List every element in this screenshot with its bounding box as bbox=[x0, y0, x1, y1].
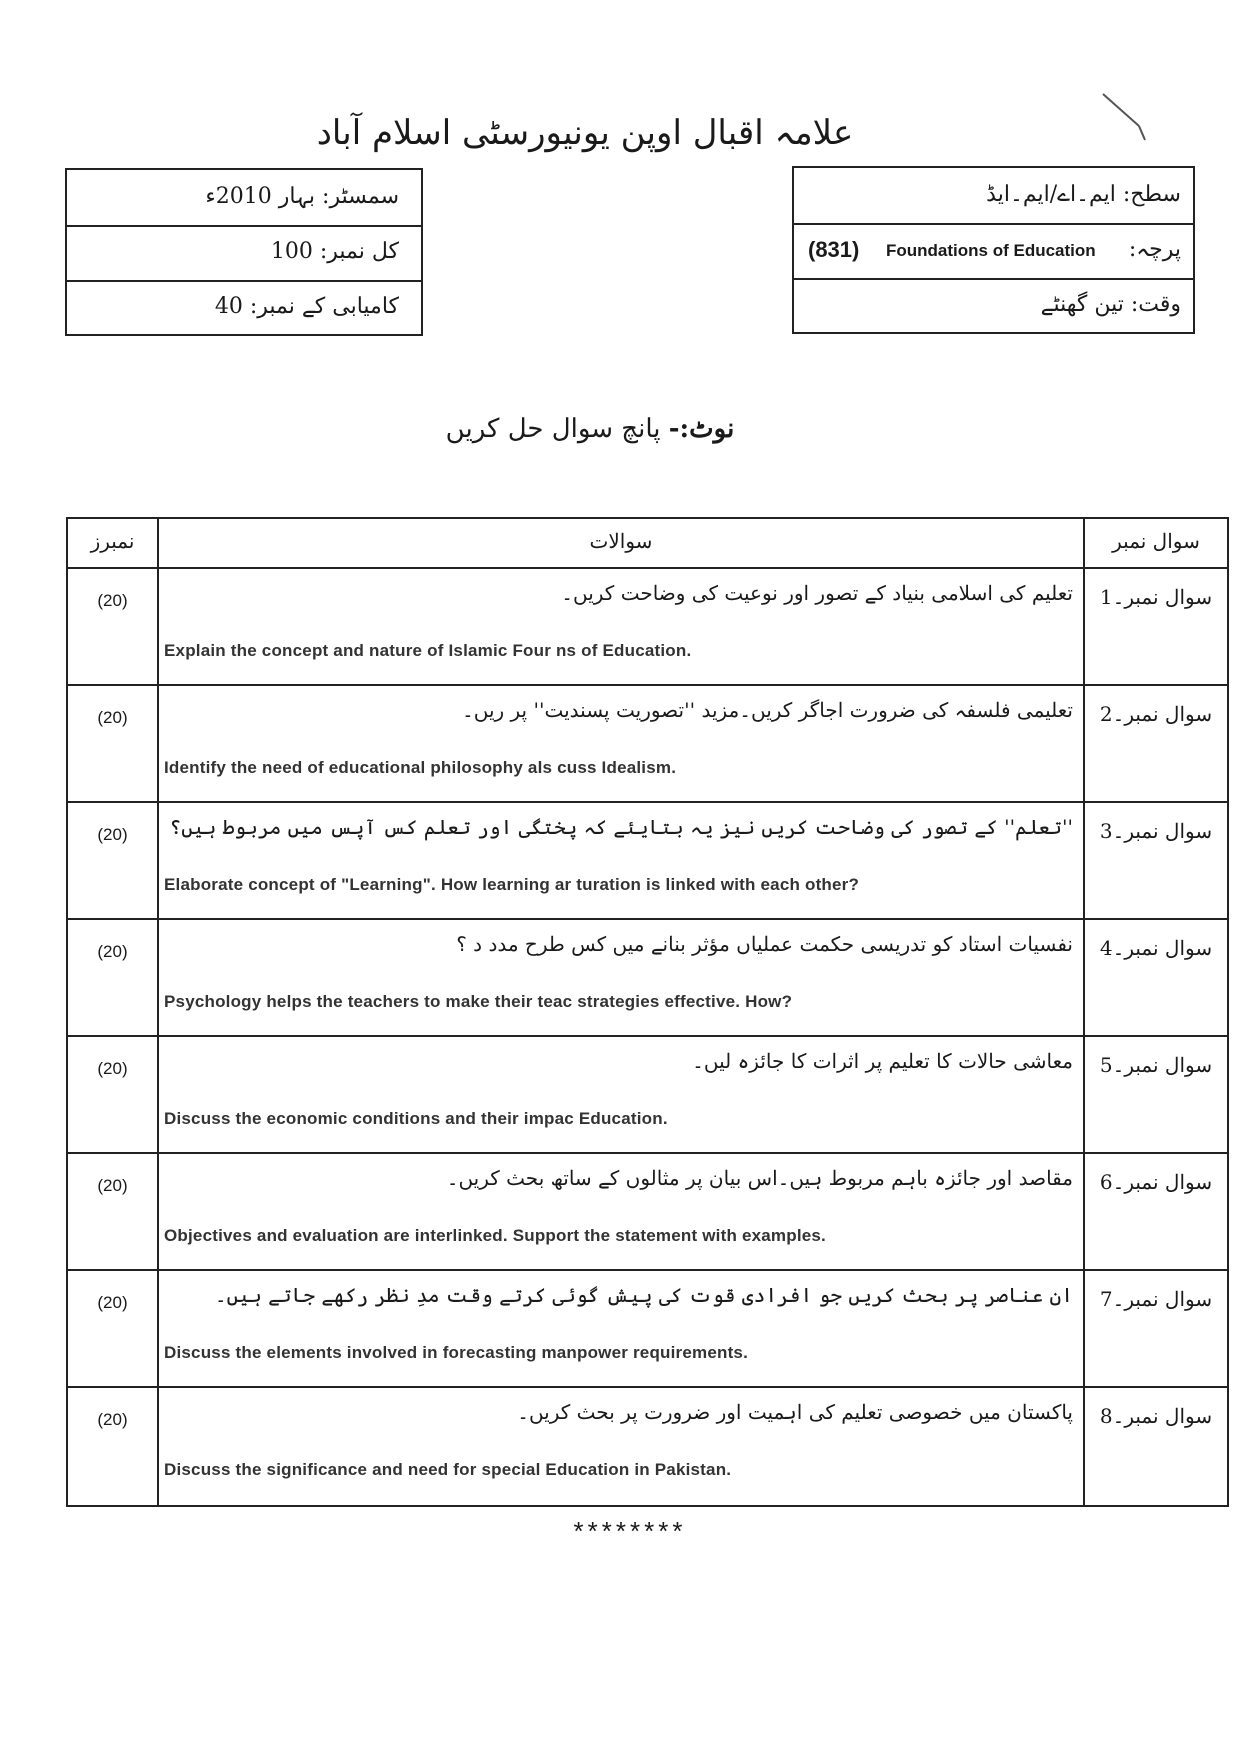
questions-header: سوالات bbox=[589, 529, 653, 553]
table-row bbox=[68, 686, 1227, 803]
question-marks: (20) bbox=[97, 825, 128, 844]
table-row bbox=[68, 569, 1227, 686]
question-urdu: تعلیم کی اسلامی بنیاد کے تصور اور نوعیت کی وضاحت کریں۔ bbox=[561, 581, 1073, 605]
total-marks-row bbox=[67, 227, 421, 282]
level-row bbox=[794, 168, 1193, 225]
question-marks: (20) bbox=[97, 942, 128, 961]
instruction-note bbox=[420, 414, 760, 444]
pen-mark-icon bbox=[1095, 88, 1155, 148]
question-marks: (20) bbox=[97, 1293, 128, 1312]
paper-label: پرچہ: bbox=[1128, 237, 1181, 262]
question-english: Elaborate concept of "Learning". How learning ar turation is linked with each other? bbox=[164, 875, 860, 894]
question-marks: (20) bbox=[97, 591, 128, 610]
question-number: سوال نمبر۔8 bbox=[1099, 1404, 1213, 1428]
note-text: پانچ سوال حل کریں bbox=[445, 414, 661, 444]
table-row bbox=[68, 803, 1227, 920]
question-number: سوال نمبر۔3 bbox=[1099, 819, 1213, 843]
question-urdu: نفسیات استاد کو تدریسی حکمت عملیاں مؤثر بنانے میں کس طرح مدد د ؟ bbox=[456, 932, 1073, 956]
column-divider bbox=[157, 1154, 159, 1269]
question-urdu: ان عناصر پر بحث کریں جو افرادی قوت کی پیش گوئی کرتے وقت مدِ نظر رکھے جاتے ہیں۔ bbox=[214, 1283, 1073, 1307]
question-number: سوال نمبر۔7 bbox=[1099, 1287, 1213, 1311]
question-urdu: ''تعلم'' کے تصور کی وضاحت کریں نیز یہ بتایئے کہ پختگی اور تعلم کس آپس میں مربوط ہیں؟ bbox=[169, 815, 1073, 839]
question-marks: (20) bbox=[97, 1410, 128, 1429]
question-english: Discuss the elements involved in forecasting manpower requirements. bbox=[164, 1343, 749, 1362]
table-row bbox=[68, 920, 1227, 1037]
question-english: Identify the need of educational philosophy als cuss Idealism. bbox=[164, 758, 677, 777]
number-header: سوال نمبر bbox=[1112, 529, 1200, 553]
question-number: سوال نمبر۔2 bbox=[1099, 702, 1213, 726]
question-marks: (20) bbox=[97, 708, 128, 727]
question-english: Discuss the economic conditions and their impac Education. bbox=[164, 1109, 668, 1128]
course-info-box bbox=[792, 166, 1195, 334]
question-english: Explain the concept and nature of Islamic Four ns of Education. bbox=[164, 641, 692, 660]
time-text: وقت: تین گھنٹے bbox=[1040, 292, 1181, 317]
column-divider bbox=[157, 569, 159, 684]
table-row bbox=[68, 1388, 1227, 1505]
question-urdu: مقاصد اور جائزہ باہم مربوط ہیں۔اس بیان پر مثالوں کے ساتھ بحث کریں۔ bbox=[446, 1166, 1073, 1190]
question-number: سوال نمبر۔1 bbox=[1099, 585, 1213, 609]
question-marks: (20) bbox=[97, 1059, 128, 1078]
table-header bbox=[68, 519, 1227, 569]
column-divider bbox=[157, 1388, 159, 1505]
question-marks: (20) bbox=[97, 1176, 128, 1195]
question-english: Objectives and evaluation are interlinked. Support the statement with examples. bbox=[164, 1226, 826, 1245]
question-english: Discuss the significance and need for special Education in Pakistan. bbox=[164, 1460, 732, 1479]
semester-row bbox=[67, 170, 421, 227]
question-urdu: پاکستان میں خصوصی تعلیم کی اہمیت اور ضرورت پر بحث کریں۔ bbox=[517, 1400, 1073, 1424]
paper-title: Foundations of Education bbox=[886, 241, 1096, 260]
column-divider bbox=[157, 803, 159, 918]
paper-code: (831) bbox=[808, 237, 860, 262]
university-title: علامہ اقبال اوپن یونیورسٹی اسلام آباد bbox=[316, 113, 854, 153]
passing-marks-row bbox=[67, 282, 421, 334]
semester-text: سمسٹر: بہار 2010ء bbox=[205, 184, 399, 209]
end-marker: ******** bbox=[573, 1516, 687, 1546]
question-urdu: معاشی حالات کا تعلیم پر اثرات کا جائزہ لیں۔ bbox=[692, 1049, 1073, 1073]
exam-info-box bbox=[65, 168, 423, 336]
column-divider bbox=[157, 920, 159, 1035]
paper-row bbox=[794, 225, 1193, 280]
column-divider bbox=[157, 686, 159, 801]
table-row bbox=[68, 1037, 1227, 1154]
total-marks-text: کل نمبر: 100 bbox=[270, 239, 399, 264]
note-label: نوٹ:- bbox=[668, 414, 735, 444]
time-row bbox=[794, 280, 1193, 332]
level-text: سطح: ایم۔اے/ایم۔ایڈ bbox=[986, 182, 1181, 207]
column-divider bbox=[157, 1037, 159, 1152]
table-row bbox=[68, 1154, 1227, 1271]
questions-table bbox=[66, 517, 1229, 1507]
question-number: سوال نمبر۔4 bbox=[1099, 936, 1213, 960]
passing-marks-text: کامیابی کے نمبر: 40 bbox=[214, 294, 399, 319]
question-english: Psychology helps the teachers to make their teac strategies effective. How? bbox=[164, 992, 793, 1011]
question-urdu: تعلیمی فلسفہ کی ضرورت اجاگر کریں۔مزید ''تصوریت پسندیت'' پر ریں۔ bbox=[462, 698, 1073, 722]
table-row bbox=[68, 1271, 1227, 1388]
marks-header: نمبرز bbox=[90, 529, 135, 553]
question-number: سوال نمبر۔5 bbox=[1099, 1053, 1213, 1077]
column-divider bbox=[157, 1271, 159, 1386]
question-number: سوال نمبر۔6 bbox=[1099, 1170, 1213, 1194]
